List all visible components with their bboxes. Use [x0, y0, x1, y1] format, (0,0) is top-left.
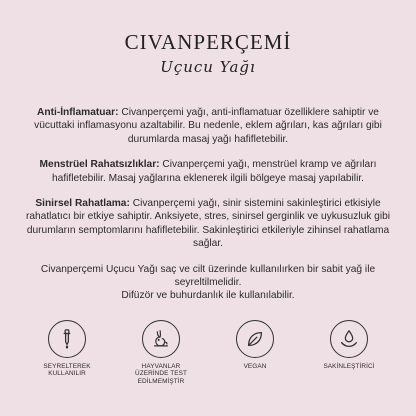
leaf-icon	[236, 320, 274, 358]
section-menstrual	[18, 158, 398, 185]
usage-line: Civanperçemi Uçucu Yağı saç ve cilt üzerinde kullanılırken bir sabit yağ ile seyreltilmelidir.	[40, 263, 376, 289]
usage-line-2: Difüzör ve buhurdanlık ile kullanılabilir.	[121, 290, 295, 302]
badge-vegan	[216, 320, 294, 385]
section-title: Menstrüel Rahatsızlıklar:	[39, 159, 160, 171]
badge-dilute	[28, 320, 106, 385]
section-text: Civanperçemi yağı, sinir sistemini sakinleştirici etkisiyle rahatlatıcı bir etkiye sahiptir. Anksiyete, stres, sinirsel gerginlik ve uykusuzluk gibi durumların semptomlarını hafifletebilir. Sakinleştirici etkileriyle zihinsel rahatlama sağlar.	[25, 198, 391, 250]
usage-text	[18, 263, 398, 303]
section-antiinflammatory	[18, 106, 398, 146]
badge-cruelty-free	[122, 320, 200, 385]
badge-label: SEYRELTEREK KULLANILIR	[43, 363, 91, 378]
drop-icon	[330, 320, 368, 358]
section-title: Anti-İnflamatuar:	[37, 107, 119, 118]
product-subtitle: Uçucu Yağı	[160, 58, 256, 76]
dropper-icon	[48, 320, 86, 358]
badge-label: SAKİNLEŞTİRİCİ	[323, 363, 375, 370]
section-text: Civanperçemi yağı, menstrüel kramp ve ağrıları hafifletebilir. Masaj yağlarına eklenerek ilgili bölgeye masaj yapılabilir.	[51, 159, 377, 184]
section-title: Sinirsel Rahatlama:	[35, 198, 130, 210]
brand-title: CIVANPERÇEMİ	[124, 30, 292, 54]
rabbit-icon	[142, 320, 180, 358]
badge-label: VEGAN	[243, 363, 267, 370]
badge-soothing	[310, 320, 388, 385]
description	[18, 106, 398, 303]
feature-badges	[0, 320, 416, 385]
section-text: Civanperçemi yağı, anti-inflamatuar özelliklere sahiptir ve vücuttaki inflamasyonu azaltabilir. Bu nedenle, eklem ağrıları, kas ağrıları gibi durumlarda masaj yağı hafifletebilir.	[34, 107, 382, 145]
badge-label: HAYVANLAR ÜZERİNDE TEST EDİLMEMİŞTİR	[135, 363, 187, 385]
section-nervous	[18, 197, 398, 251]
